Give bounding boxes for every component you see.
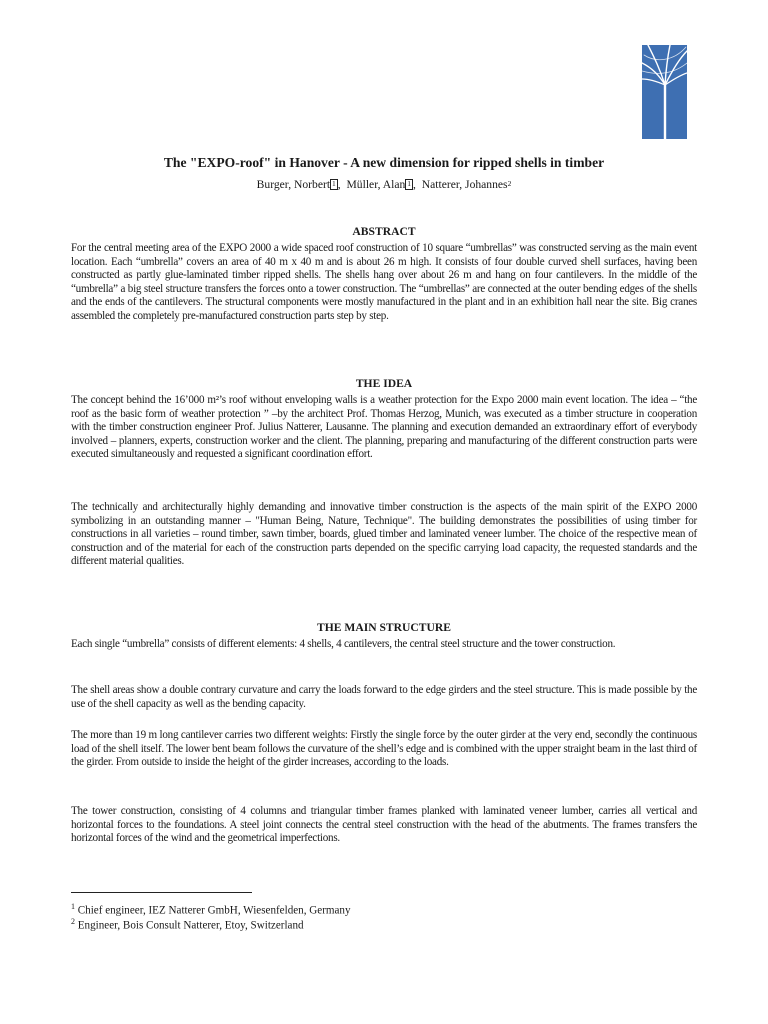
footnote-ref-link[interactable]: 1 — [332, 179, 336, 188]
footnote-ref: 2 — [507, 179, 512, 188]
section-heading-main-structure: THE MAIN STRUCTURE — [317, 621, 451, 634]
structure-logo-icon — [642, 45, 687, 139]
paragraph: The tower construction, consisting of 4 columns and triangular timber frames planked with laminated veneer lumber, carries all vertical and horizontal forces to the foundations. A steel joint connects the central steel construction with the head of the abutments. The frames transfers the horizontal forces of the wind and the geometrical imperfections. — [71, 805, 697, 844]
author-name: Müller, Alan — [346, 178, 406, 191]
paragraph: For the central meeting area of the EXPO 2000 a wide spaced roof construction of 10 square “umbrellas” was constructed serving as the main event location. Each “umbrella” covers an area of 40 m x 40 m and is about 26 m high. It consists of four double curved shell surfaces, having been constructed as partly glue-laminated timber ripped shells. The shells hang over about 26 m and hang on four cantilevers. In the middle of the “umbrella” a big steel structure transfers the forces onto a tower construction. The “umbrellas” are connected at the outer bending edges of the shells and the ends of the cantilevers. The structural components were mostly manufactured in the plant and in an exhibition hall near the site. Big cranes assembled the completely pre-manufactured construction parts step by step. — [71, 242, 697, 322]
paragraph: The concept behind the 16’000 m²’s roof without enveloping walls is a weather protection for the Expo 2000 main event location. The idea – “the roof as the basic form of weather protection ” –by the architect Prof. Thomas Herzog, Munich, was executed as a timber structure in cooperation with the timber construction engineer Prof. Julius Natterer, Lausanne. The planning and execution demanded an extraordinary effort of everybody involved – planners, experts, construction worker and the client. The planning, preparing and manufacturing of the different construction parts were executed simultaneously and requested a significant coordination effort. — [71, 394, 697, 460]
paragraph: Each single “umbrella” consists of different elements: 4 shells, 4 cantilevers, the central steel structure and the tower construction. — [71, 638, 616, 650]
section-heading-abstract: ABSTRACT — [352, 225, 416, 238]
author-name: Natterer, Johannes — [421, 178, 508, 191]
footnote: $^1$ Chief engineer, IEZ Natterer GmbH, Wiesenfelden, Germany — [71, 902, 351, 917]
paragraph: The technically and architecturally highly demanding and innovative timber construction is the aspects of the main spirit of the EXPO 2000 symbolizing in an outstanding manner – "Human Being, Nature, Technique". The building demonstrates the possibilities of using timber for constructions in all varieties – round timber, sawn timber, boards, glued timber and laminated veneer lumber. The choice of the respective mean of construction and of the material for each of the construction parts depended on the specific carrying load capacity, the requested standards and the different material qualities. — [71, 501, 697, 567]
paragraph: The more than 19 m long cantilever carries two different weights: Firstly the single force by the outer girder at the very end, secondly the continuous load of the shell itself. The lower bent beam follows the curvature of the shell’s edge and is combined with the upper straight beam in the last third of the girder. From outside to inside the height of the girder increases, according to the loads. — [71, 729, 697, 768]
paragraph: The shell areas show a double contrary curvature and carry the loads forward to the edge girders and the steel structure. This is made possible by the use of the shell capacity as well as the bending capacity. — [71, 684, 697, 710]
footnote-divider — [71, 892, 252, 893]
footnote-ref-link[interactable]: 1 — [407, 179, 412, 188]
footnote: $^2$ Engineer, Bois Consult Natterer, Etoy, Switzerland — [71, 917, 304, 932]
author-name: Burger, Norbert — [256, 178, 331, 191]
paper-title: The "EXPO-roof" in Hanover - A new dimension for ripped shells in timber — [163, 155, 605, 170]
author-line: Burger, Norbert $^1$ , Müller, Alan $^1$ , Natterer, Johannes$^2$ — [256, 178, 512, 191]
section-heading-idea: THE IDEA — [355, 377, 413, 390]
